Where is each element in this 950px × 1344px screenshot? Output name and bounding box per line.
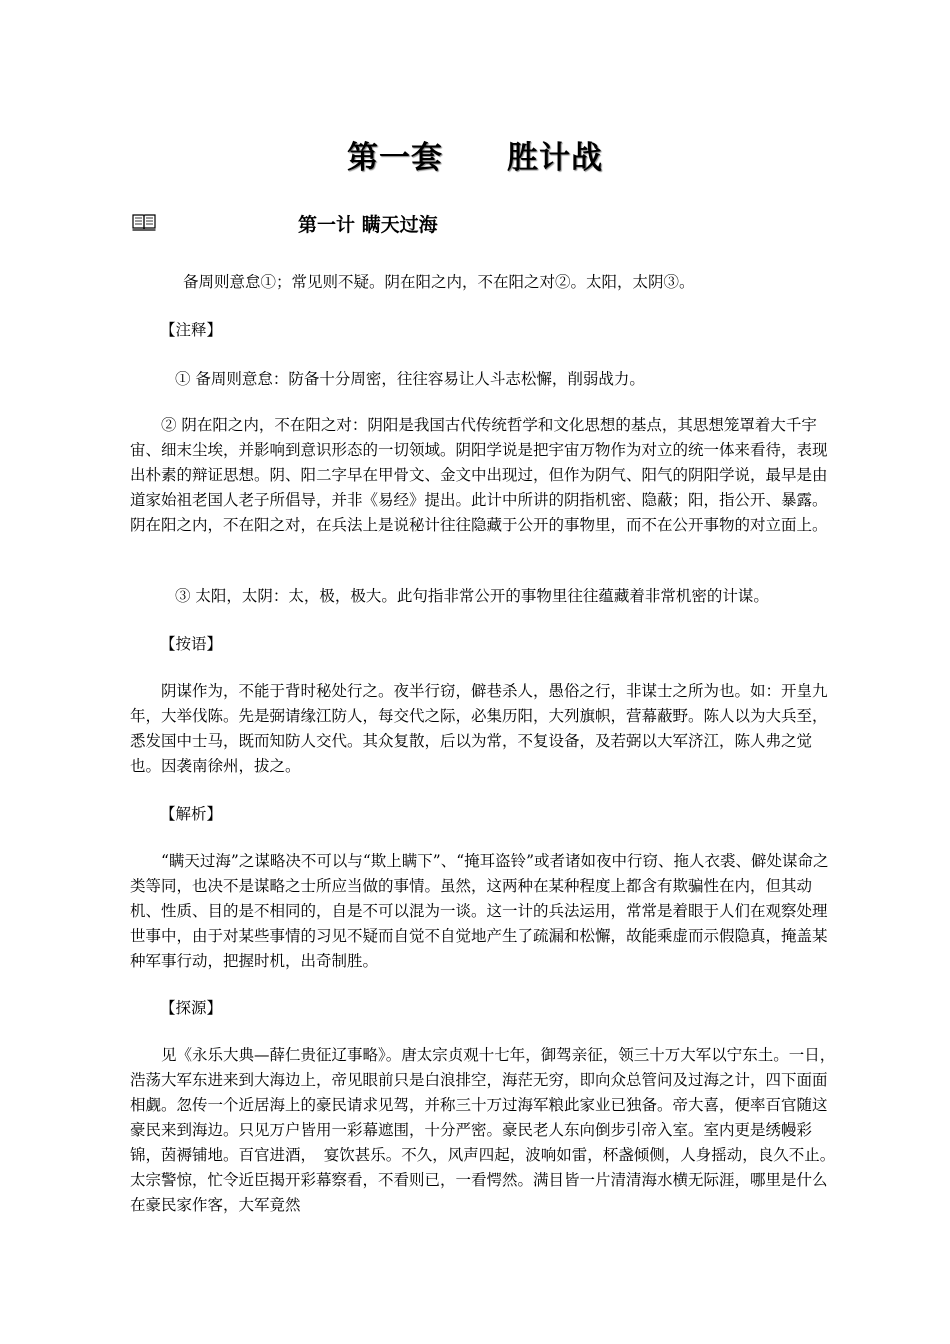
notes-heading: 【注释】 (160, 321, 223, 339)
commentary-text: 阴谋作为，不能于背时秘处行之。夜半行窃，僻巷杀人，愚俗之行，非谋士之所为也。如：开皇九年，大举伐陈。先是弼请缘江防人，每交代之际，必集历阳，大列旗帜，营幕蔽野。陈人以为大兵至，悉发国中士马，既而知防人交代。其众复散，后以为常，不复设备，及若弼以大军济江，陈人弗之觉也。因袭南徐州，拔之。 (130, 682, 828, 775)
note-3: ③ 太阳，太阴：太，极，极大。此句指非常公开的事物里往往蕴藏着非常机密的计谋。 (175, 587, 769, 605)
original-text: 备周则意怠①；常见则不疑。阴在阳之内，不在阳之对②。太阳，太阴③。 (183, 273, 695, 291)
origin-heading: 【探源】 (160, 999, 223, 1017)
analysis-heading: 【解析】 (160, 805, 223, 823)
section-title: 第一计 瞒天过海 (298, 214, 438, 236)
note-2: ② 阴在阳之内，不在阳之对：阴阳是我国古代传统哲学和文化思想的基点，其思想笼罩着大千宇宙、细末尘埃，并影响到意识形态的一切领域。阴阳学说是把宇宙万物作为对立的统一体来看待，表现出朴素的辩证思想。阴、阳二字早在甲骨文、金文中出现过，但作为阴气、阳气的阴阳学说，最早是由道家始祖老国人老子所倡导，并非《易经》提出。此计中所讲的阴指机密、隐蔽；阳，指公开、暴露。阴在阳之内，不在阳之对，在兵法上是说秘计往往隐藏于公开的事物里，而不在公开事物的对立面上。 (130, 416, 828, 534)
commentary-heading: 【按语】 (160, 635, 223, 653)
origin-text: 见《永乐大典—薛仁贵征辽事略》。唐太宗贞观十七年，御驾亲征，领三十万大军以宁东土。一日，浩荡大军东进来到大海边上，帝见眼前只是白浪排空，海茫无穷，即向众总管问及过海之计，四下面面相觑。忽传一个近居海上的豪民请求见驾，并称三十万过海军粮此家业已独备。帝大喜，便率百官随这豪民来到海边。只见万户皆用一彩幕遮围，十分严密。豪民老人东向倒步引帝入室。室内更是绣幔彩锦，茵褥铺地。百官进酒， 宴饮甚乐。不久，风声四起，波响如雷，杯盏倾侧，人身摇动，良久不止。太宗警惊，忙令近臣揭开彩幕察看，不看则已，一看愕然。满目皆一片清清海水横无际涯，哪里是什么在豪民家作客，大军竟然 (130, 1046, 836, 1214)
analysis-text: “瞒天过海”之谋略决不可以与“欺上瞒下”、“掩耳盗铃”或者诸如夜中行窃、拖人衣裘、僻处谋命之类等同，也决不是谋略之士所应当做的事情。虽然，这两种在某种程度上都含有欺骗性在内，但其动机、性质、目的是不相同的，自是不可以混为一谈。这一计的兵法运用，常常是着眼于人们在观察处理世事中，由于对某些事情的习见不疑而自觉不自觉地产生了疏漏和松懈，故能乘虚而示假隐真，掩盖某种军事行动，把握时机，出奇制胜。 (130, 852, 829, 970)
chapter-title: 第一套 胜计战 (347, 140, 603, 176)
note-1: ① 备周则意怠：防备十分周密，往往容易让人斗志松懈，削弱战力。 (175, 370, 645, 388)
book-icon (132, 213, 156, 231)
